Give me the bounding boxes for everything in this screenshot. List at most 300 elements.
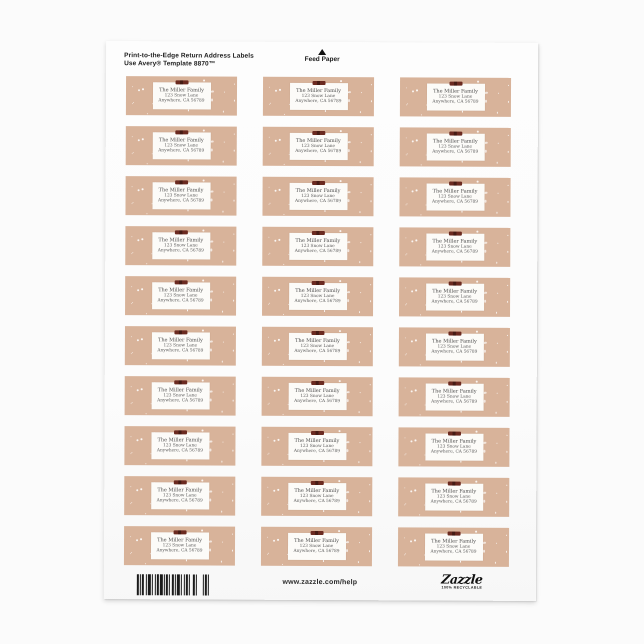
snow-dot (360, 293, 361, 294)
snow-dot (369, 451, 371, 453)
snow-dot (421, 164, 422, 165)
snow-dot (360, 343, 361, 344)
snow-dot (406, 104, 407, 105)
zazzle-brand-block (424, 572, 500, 590)
snow-dot (339, 331, 341, 333)
address-label (125, 276, 236, 315)
address-street: 123 Snow Lane (164, 142, 199, 148)
address-name: The Miller Family (431, 387, 477, 395)
snow-dot (404, 454, 405, 455)
address-label (124, 426, 235, 465)
address-city-state-zip: Anywhere, CA 56789 (294, 198, 342, 204)
snow-dot (370, 385, 371, 386)
snow-dot (223, 242, 224, 243)
snow-dot (340, 181, 342, 183)
address-name: The Miller Family (432, 237, 478, 245)
address-name: The Miller Family (294, 437, 340, 444)
snow-dot (405, 354, 406, 355)
address-box (289, 233, 347, 260)
address-name: The Miller Family (296, 87, 341, 94)
address-box (425, 433, 483, 460)
snow-dot (221, 561, 223, 563)
snow-dot (485, 192, 487, 194)
ribbon-bow-icon (174, 330, 187, 335)
address-box (150, 532, 208, 559)
address-box (288, 383, 346, 410)
snow-dot (507, 385, 508, 386)
snow-dot (347, 299, 349, 301)
address-name: The Miller Family (157, 436, 203, 443)
address-label (399, 377, 510, 416)
address-street: 123 Snow Lane (438, 144, 473, 150)
snow-dot (222, 492, 223, 493)
snow-dot (348, 91, 350, 93)
snow-dot (405, 188, 406, 189)
snow-dot (485, 100, 487, 102)
snow-dot (136, 439, 138, 441)
address-name: The Miller Family (431, 437, 477, 445)
snow-dot (346, 541, 348, 543)
ribbon-bow-icon (175, 180, 188, 185)
snow-dot (347, 399, 349, 401)
snow-dot (420, 264, 421, 265)
snow-dot (278, 239, 280, 241)
address-street: 123 Snow Lane (299, 493, 334, 499)
address-label (126, 126, 237, 165)
snow-dot (145, 463, 146, 464)
ribbon-bow-icon (173, 480, 186, 485)
snow-dot (405, 338, 406, 339)
snow-dot (186, 460, 187, 461)
snow-dot (203, 130, 205, 132)
snow-dot (210, 440, 212, 442)
snow-dot (476, 481, 478, 483)
address-city-state-zip: Anywhere, CA 56789 (157, 198, 205, 204)
snow-dot (145, 513, 146, 514)
address-city-state-zip: Anywhere, CA 56789 (431, 299, 478, 305)
snow-dot (210, 290, 212, 292)
snow-dot (347, 491, 349, 493)
snow-dot (496, 162, 498, 164)
snow-dot (420, 414, 421, 415)
snow-dot (210, 490, 212, 492)
snow-dot (232, 434, 233, 435)
address-name: The Miller Family (294, 387, 340, 394)
snow-dot (187, 160, 188, 161)
ribbon-bow-icon (448, 281, 461, 286)
address-street: 123 Snow Lane (436, 544, 471, 550)
snow-dot (267, 387, 268, 388)
snow-dot (278, 289, 280, 291)
snow-dot (421, 114, 422, 115)
snow-dot (410, 390, 412, 392)
snow-dot (508, 85, 509, 86)
snow-dot (146, 213, 147, 214)
snow-dot (282, 514, 283, 515)
snow-dot (347, 391, 349, 393)
snow-dot (130, 386, 131, 387)
snow-dot (278, 389, 280, 391)
snow-dot (131, 236, 132, 237)
address-label (125, 176, 236, 215)
address-street: 123 Snow Lane (301, 193, 335, 199)
address-name: The Miller Family (158, 186, 204, 193)
snow-dot (142, 138, 144, 140)
snow-dot (371, 85, 372, 86)
ribbon-bow-icon (448, 431, 461, 436)
snow-dot (495, 562, 497, 564)
snow-dot (412, 90, 414, 92)
snow-dot (234, 134, 235, 135)
snow-dot (201, 530, 203, 532)
ribbon-bow-icon (449, 131, 462, 136)
address-label (399, 327, 510, 366)
snow-dot (277, 539, 279, 541)
snow-dot (268, 187, 269, 188)
snow-dot (410, 490, 412, 492)
snow-dot (361, 193, 362, 194)
snow-dot (506, 551, 508, 553)
address-label (398, 477, 509, 516)
snow-dot (222, 261, 224, 263)
snow-dot (267, 554, 268, 555)
address-city-state-zip: Anywhere, CA 56789 (156, 498, 203, 504)
ribbon-bow-icon (449, 181, 462, 186)
snow-dot (131, 303, 132, 304)
snow-dot (346, 549, 348, 551)
snow-dot (202, 480, 204, 482)
snow-dot (419, 514, 420, 515)
snow-dot (210, 390, 212, 392)
snow-dot (461, 161, 462, 162)
address-box (151, 432, 209, 459)
snow-dot (507, 185, 508, 186)
snow-dot (146, 263, 147, 264)
snow-dot (273, 489, 275, 491)
snow-dot (146, 363, 147, 364)
snow-dot (232, 450, 234, 452)
snow-dot (475, 531, 477, 533)
snow-dot (209, 449, 211, 451)
address-label (262, 377, 373, 416)
snow-dot (498, 193, 499, 194)
snow-dot (497, 243, 498, 244)
snow-dot (477, 231, 479, 233)
snow-dot (370, 251, 372, 253)
snow-dot (460, 361, 461, 362)
snow-dot (508, 135, 509, 136)
snow-dot (210, 249, 212, 251)
address-box (151, 482, 209, 509)
snow-dot (404, 438, 405, 439)
snow-dot (278, 189, 280, 191)
address-street: 123 Snow Lane (300, 293, 335, 299)
snow-dot (268, 304, 269, 305)
snow-dot (485, 242, 487, 244)
snow-dot (203, 80, 205, 82)
snow-dot (136, 389, 138, 391)
address-box (288, 433, 346, 460)
snow-dot (224, 92, 225, 93)
address-street: 123 Snow Lane (163, 242, 198, 248)
snow-dot (498, 143, 499, 144)
snow-dot (477, 131, 479, 133)
address-box (152, 132, 210, 159)
address-box (151, 332, 209, 359)
snow-dot (415, 389, 417, 391)
snow-dot (496, 493, 497, 494)
address-label (124, 476, 235, 515)
address-name: The Miller Family (432, 287, 478, 295)
snow-dot (347, 199, 349, 201)
ribbon-bow-icon (312, 130, 325, 135)
snow-dot (369, 485, 370, 486)
address-box (288, 333, 346, 360)
snow-dot (222, 442, 223, 443)
snow-dot (507, 285, 508, 286)
snow-dot (268, 337, 269, 338)
snow-dot (132, 86, 133, 87)
snow-dot (209, 549, 211, 551)
snow-dot (361, 143, 362, 144)
snow-dot (324, 310, 325, 311)
snow-dot (498, 93, 499, 94)
snow-dot (359, 211, 361, 213)
snow-dot (346, 449, 348, 451)
zazzle-logo: Zazzle (440, 571, 483, 587)
snow-dot (412, 140, 414, 142)
address-street: 123 Snow Lane (300, 393, 334, 399)
snow-dot (359, 443, 360, 444)
address-label (263, 127, 374, 166)
address-label (125, 226, 236, 265)
address-box (151, 382, 209, 409)
instructions-line1: Print-to-the-Edge Return Address Labels (124, 52, 254, 60)
snow-dot (416, 139, 418, 141)
snow-dot (359, 493, 360, 494)
snow-dot (496, 443, 497, 444)
snow-dot (211, 149, 213, 151)
snow-dot (140, 438, 142, 440)
snow-dot (222, 211, 224, 213)
snow-dot (497, 393, 498, 394)
address-city-state-zip: Anywhere, CA 56789 (432, 149, 479, 155)
snow-dot (283, 414, 284, 415)
address-street: 123 Snow Lane (299, 543, 334, 549)
address-box (426, 183, 484, 210)
snow-dot (405, 154, 406, 155)
snow-dot (283, 314, 284, 315)
snow-dot (222, 311, 224, 313)
address-box (426, 133, 484, 160)
feed-paper-label: Feed Paper (304, 55, 340, 64)
snow-dot (359, 311, 361, 313)
snow-dot (462, 111, 463, 112)
snow-dot (340, 81, 342, 83)
snow-dot (507, 301, 509, 303)
address-box (288, 483, 346, 510)
snow-dot (476, 381, 478, 383)
snow-dot (361, 93, 362, 94)
snow-dot (405, 288, 406, 289)
snow-dot (476, 431, 478, 433)
snow-dot (224, 142, 225, 143)
address-street: 123 Snow Lane (301, 93, 336, 99)
snow-dot (359, 543, 360, 544)
address-city-state-zip: Anywhere, CA 56789 (156, 548, 203, 554)
address-label (262, 227, 373, 266)
snow-dot (186, 560, 187, 561)
label-sheet (104, 41, 538, 601)
snow-dot (419, 564, 420, 565)
snow-dot (211, 99, 213, 101)
snow-dot (506, 351, 508, 353)
snow-dot (460, 461, 461, 462)
address-name: The Miller Family (433, 87, 478, 95)
snow-dot (223, 292, 224, 293)
address-street: 123 Snow Lane (163, 442, 197, 448)
snow-dot (404, 554, 405, 555)
snow-dot (460, 411, 461, 412)
ribbon-bow-icon (448, 381, 461, 386)
snow-dot (507, 251, 509, 253)
address-city-state-zip: Anywhere, CA 56789 (294, 398, 341, 404)
snow-dot (137, 239, 139, 241)
ribbon-bow-icon (312, 180, 325, 185)
address-box (289, 283, 347, 310)
snow-dot (233, 150, 235, 152)
snow-dot (414, 439, 416, 441)
snow-dot (203, 230, 205, 232)
snow-dot (268, 287, 269, 288)
snow-dot (405, 204, 406, 205)
snow-dot (415, 239, 417, 241)
snow-dot (483, 450, 485, 452)
snow-dot (405, 254, 406, 255)
snow-dot (371, 135, 372, 136)
address-label (261, 527, 372, 566)
snow-dot (210, 199, 212, 201)
snow-dot (221, 461, 223, 463)
snow-dot (370, 301, 372, 303)
snow-dot (323, 460, 324, 461)
snow-dot (274, 339, 276, 341)
snow-dot (130, 503, 131, 504)
address-street: 123 Snow Lane (436, 494, 471, 500)
snow-dot (414, 489, 416, 491)
snow-dot (222, 361, 224, 363)
snow-dot (209, 540, 211, 542)
address-name: The Miller Family (431, 487, 477, 495)
snow-dot (279, 89, 281, 91)
snow-dot (346, 499, 348, 501)
address-box (289, 83, 347, 110)
address-name: The Miller Family (294, 487, 340, 494)
snow-dot (211, 190, 213, 192)
ribbon-bow-icon (448, 231, 461, 236)
snow-dot (496, 362, 498, 364)
snow-dot (131, 186, 132, 187)
snow-dot (347, 291, 349, 293)
snow-dot (461, 311, 462, 312)
snow-dot (340, 131, 342, 133)
snow-dot (233, 334, 234, 335)
ribbon-bow-icon (310, 530, 323, 535)
snow-dot (233, 234, 234, 235)
snow-dot (404, 388, 405, 389)
snow-dot (131, 336, 132, 337)
address-label (125, 326, 236, 365)
snow-dot (132, 136, 133, 137)
address-name: The Miller Family (295, 187, 341, 194)
snow-dot (282, 564, 283, 565)
snow-dot (323, 560, 324, 561)
address-city-state-zip: Anywhere, CA 56789 (293, 498, 340, 504)
snow-dot (358, 411, 360, 413)
address-box (152, 82, 210, 109)
address-box (424, 533, 482, 560)
address-street: 123 Snow Lane (438, 194, 472, 200)
snow-dot (483, 500, 485, 502)
ribbon-bow-icon (175, 80, 188, 85)
snow-dot (223, 111, 225, 113)
snow-dot (323, 510, 324, 511)
snow-dot (282, 464, 283, 465)
snow-dot (275, 89, 277, 91)
address-street: 123 Snow Lane (164, 92, 199, 98)
snow-dot (507, 335, 508, 336)
address-street: 123 Snow Lane (162, 492, 197, 498)
snow-dot (138, 139, 140, 141)
address-box (426, 283, 484, 310)
snow-dot (232, 500, 234, 502)
snow-dot (405, 304, 406, 305)
snow-dot (130, 403, 131, 404)
ribbon-bow-icon (449, 81, 462, 86)
snow-dot (411, 190, 413, 192)
address-street: 123 Snow Lane (301, 143, 336, 149)
snow-dot (476, 331, 478, 333)
snow-dot (187, 210, 188, 211)
snow-dot (284, 114, 285, 115)
ribbon-bow-icon (447, 481, 460, 486)
snow-dot (507, 201, 509, 203)
address-label (126, 76, 237, 115)
snow-dot (405, 238, 406, 239)
snow-dot (369, 351, 371, 353)
snow-dot (130, 536, 131, 537)
snow-dot (359, 161, 361, 163)
address-box (152, 232, 210, 259)
snow-dot (142, 88, 144, 90)
snow-dot (273, 389, 275, 391)
address-street: 123 Snow Lane (437, 344, 472, 350)
snow-dot (484, 200, 486, 202)
snow-dot (411, 340, 413, 342)
ribbon-bow-icon (311, 280, 324, 285)
snow-dot (323, 410, 324, 411)
snow-dot (369, 535, 370, 536)
address-label (398, 527, 509, 566)
address-label (400, 127, 511, 166)
address-label (399, 227, 510, 266)
address-box (426, 233, 484, 260)
address-name: The Miller Family (158, 286, 204, 293)
snow-dot (485, 142, 487, 144)
address-box (152, 182, 210, 209)
snow-dot (141, 288, 143, 290)
snow-dot (506, 485, 507, 486)
